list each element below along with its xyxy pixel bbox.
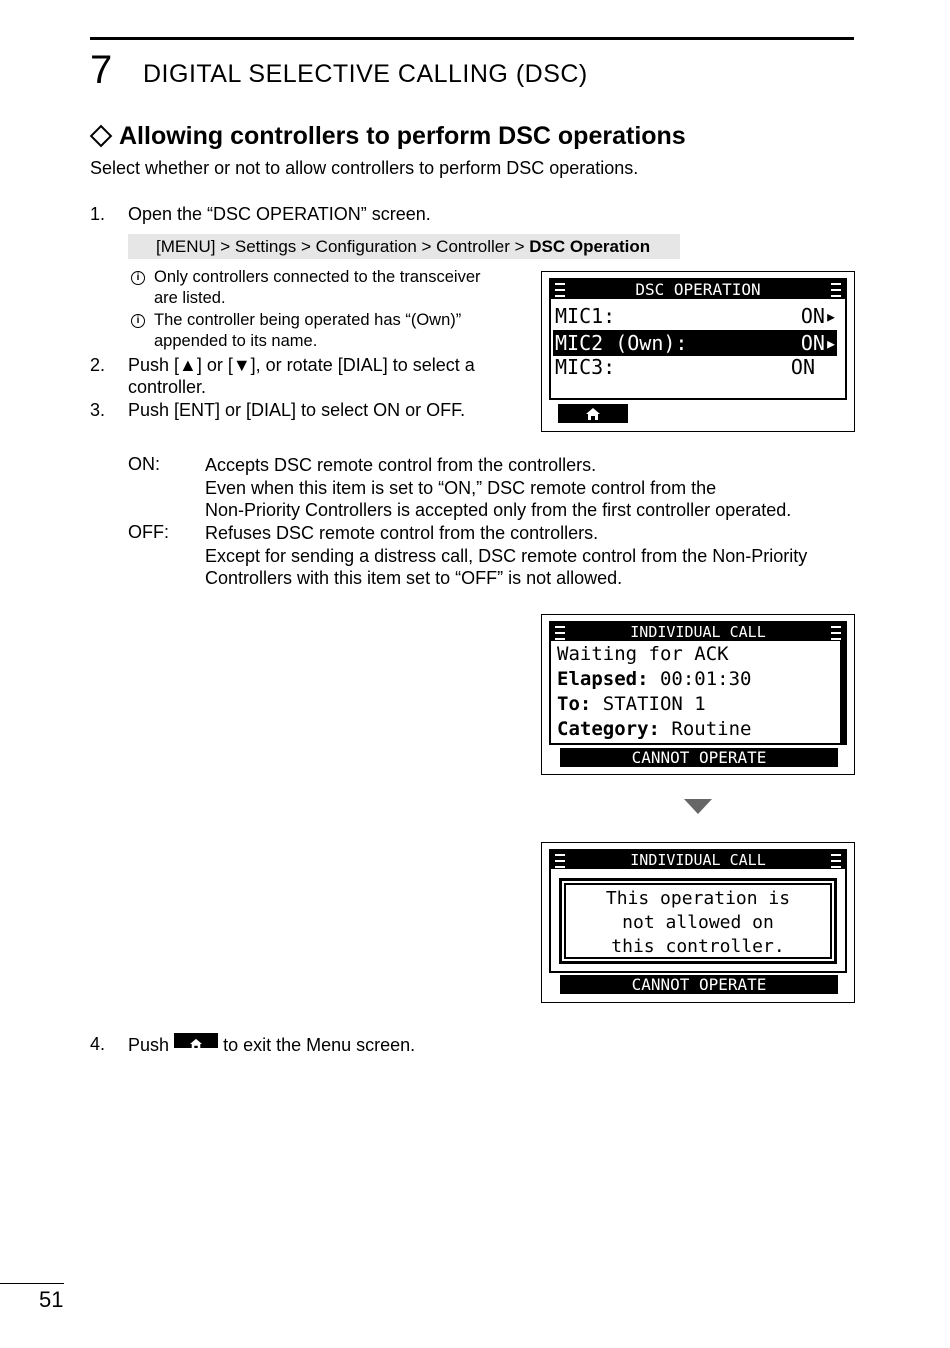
mic3-value: ON	[790, 355, 815, 379]
cannot-operate-bar: CANNOT OPERATE	[560, 748, 838, 767]
note-2: The controller being operated has “(Own)” appended to its name.	[154, 311, 462, 350]
step-3: 3. Push [ENT] or [DIAL] to select ON or OFF.	[90, 400, 466, 420]
section-intro: Select whether or not to allow controllers to perform DSC operations.	[90, 158, 639, 178]
message-box: This operation is not allowed on this controller.	[559, 878, 837, 964]
home-icon	[585, 407, 601, 421]
section-heading: Allowing controllers to perform DSC operations	[90, 122, 686, 151]
dsc-operation-screen	[541, 271, 855, 432]
menu-icon	[831, 283, 841, 297]
category-line: Category: Routine	[557, 718, 752, 740]
mic1-label: MIC1:	[555, 304, 616, 328]
menu-icon	[831, 626, 841, 640]
mic2-label: MIC2 (Own):	[555, 331, 688, 355]
cannot-operate-bar: CANNOT OPERATE	[560, 975, 838, 994]
on-label: ON:	[128, 454, 161, 474]
info-icon: i	[131, 314, 145, 328]
lcd-display	[549, 621, 847, 745]
off-description: Refuses DSC remote control from the controllers. Except for sending a distress call, DSC remote control from the Non-Priority Controllers with this item set to “OFF” is not allowed.	[205, 523, 808, 588]
to-line: To: STATION 1	[557, 693, 706, 715]
off-label: OFF:	[128, 522, 169, 542]
on-description: Accepts DSC remote control from the controllers. Even when this item is set to “ON,” DSC remote control from the Non-Priority Controllers is accepted only from the first controller operated.	[205, 455, 792, 520]
page-number: 51	[39, 1287, 64, 1312]
mic2-value: ON▸	[800, 331, 837, 355]
home-icon	[174, 1033, 218, 1048]
screen-title-bar: DSC OPERATION	[551, 280, 845, 299]
menu-icon	[555, 283, 565, 297]
step-2: 2. Push [▲] or [▼], or rotate [DIAL] to select a controller.	[90, 355, 475, 397]
note-1: Only controllers connected to the transceiver are listed.	[154, 268, 481, 307]
home-softkey	[558, 404, 628, 423]
individual-call-screen	[541, 614, 855, 775]
step-1: 1. Open the “DSC OPERATION” screen.	[90, 204, 431, 224]
screen-title-bar: INDIVIDUAL CALL	[551, 623, 845, 641]
mic1-value: ON▸	[800, 304, 837, 328]
not-allowed-screen	[541, 842, 855, 1003]
menu-path: [MENU] > Settings > Configuration > Controller > DSC Operation	[128, 234, 680, 259]
menu-icon	[555, 626, 565, 640]
header-rule	[90, 37, 854, 40]
step-4: 4. Push to exit the Menu screen.	[90, 1034, 416, 1055]
down-arrow-icon	[684, 799, 712, 814]
mic3-label: MIC3:	[555, 355, 616, 379]
elapsed-line: Elapsed: 00:01:30	[557, 668, 752, 690]
scrollbar	[840, 641, 845, 743]
info-icon: i	[131, 271, 145, 285]
lcd-display	[549, 278, 847, 400]
lcd-display	[549, 849, 847, 973]
chapter-title: DIGITAL SELECTIVE CALLING (DSC)	[143, 60, 588, 88]
menu-icon	[831, 854, 841, 868]
status-line: Waiting for ACK	[557, 643, 729, 665]
page-number-rule	[0, 1283, 64, 1284]
screen-title-bar: INDIVIDUAL CALL	[551, 851, 845, 869]
chapter-number: 7	[90, 48, 113, 92]
diamond-icon	[90, 125, 113, 148]
menu-icon	[555, 854, 565, 868]
